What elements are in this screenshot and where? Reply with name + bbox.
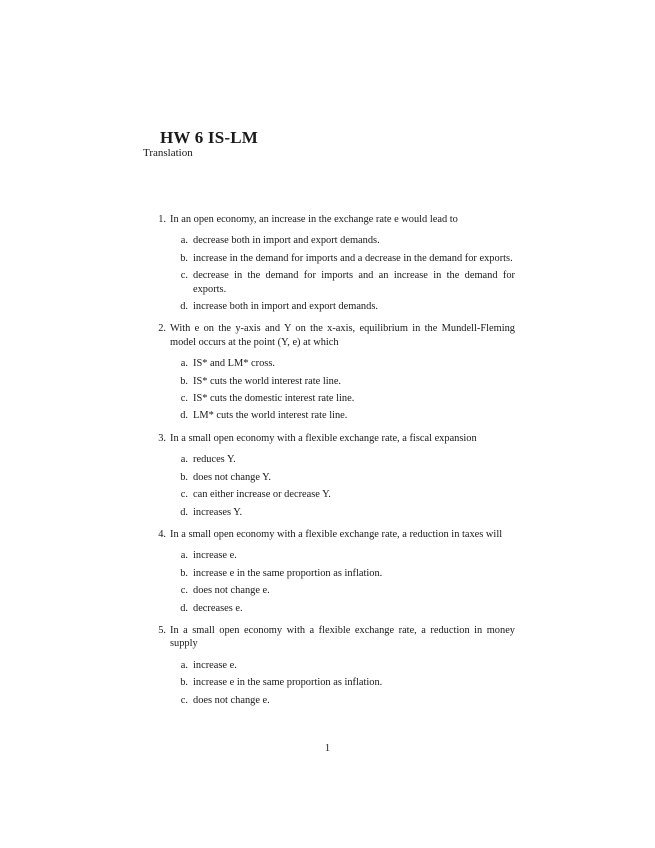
option-a bbox=[150, 453, 515, 466]
question-text: With e on the y-axis and Y on the x-axis, equilibrium in the Mundell-Fleming model occurs at the point (Y, e) at which bbox=[170, 323, 515, 348]
option-c bbox=[150, 269, 515, 296]
option-letter: a. bbox=[180, 358, 188, 370]
option-d bbox=[150, 409, 515, 422]
question-number: 1. bbox=[158, 214, 166, 225]
option-b bbox=[150, 676, 515, 689]
option-a bbox=[150, 357, 515, 370]
option-letter: a. bbox=[180, 454, 188, 466]
option-c bbox=[150, 392, 515, 405]
option-a bbox=[150, 549, 515, 562]
question-number: 2. bbox=[158, 323, 166, 335]
option-text: decrease both in import and export demands. bbox=[193, 235, 380, 247]
option-text: increase e in the same proportion as inflation. bbox=[193, 567, 383, 579]
option-list bbox=[150, 357, 515, 423]
option-text: increase e. bbox=[193, 659, 237, 671]
option-letter: c. bbox=[180, 585, 188, 597]
option-letter: b. bbox=[180, 471, 188, 483]
option-text: IS* cuts the domestic interest rate line. bbox=[193, 393, 355, 405]
option-letter: a. bbox=[180, 235, 188, 247]
document-title: HW 6 IS-LM bbox=[160, 128, 259, 147]
option-d bbox=[150, 506, 515, 519]
option-b bbox=[150, 471, 515, 484]
option-text: LM* cuts the world interest rate line. bbox=[193, 410, 348, 422]
option-d bbox=[150, 602, 515, 615]
option-d bbox=[150, 300, 515, 313]
question-5 bbox=[150, 624, 515, 707]
option-b bbox=[150, 375, 515, 388]
option-letter: c. bbox=[180, 694, 188, 706]
option-letter: c. bbox=[180, 270, 188, 282]
question-number: 5. bbox=[158, 624, 166, 636]
document-subtitle: Translation bbox=[143, 147, 193, 159]
option-letter: d. bbox=[180, 506, 188, 518]
option-letter: b. bbox=[180, 677, 188, 689]
option-list bbox=[150, 453, 515, 519]
option-letter: d. bbox=[180, 410, 188, 422]
option-letter: c. bbox=[180, 393, 188, 405]
question-text: In a small open economy with a flexible exchange rate, a fiscal expansion bbox=[170, 432, 477, 444]
option-letter: b. bbox=[180, 252, 188, 264]
option-text: decreases e. bbox=[193, 602, 243, 614]
option-list bbox=[150, 549, 515, 615]
question-number: 3. bbox=[158, 432, 166, 444]
question-text: In an open economy, an increase in the exchange rate e would lead to bbox=[170, 214, 458, 225]
option-text: increase e. bbox=[193, 550, 237, 562]
question-3 bbox=[150, 432, 515, 519]
option-letter: d. bbox=[180, 602, 188, 614]
option-letter: a. bbox=[180, 550, 188, 562]
option-letter: a. bbox=[180, 659, 188, 671]
option-letter: b. bbox=[180, 567, 188, 579]
option-c bbox=[150, 694, 515, 707]
option-text: decrease in the demand for imports and an increase in the demand for exports. bbox=[193, 270, 515, 295]
question-list bbox=[150, 213, 515, 716]
option-text: IS* and LM* cross. bbox=[193, 358, 275, 370]
option-a bbox=[150, 234, 515, 247]
option-text: increase e in the same proportion as inflation. bbox=[193, 677, 383, 689]
option-text: increase both in import and export demands. bbox=[193, 301, 378, 313]
question-number: 4. bbox=[158, 528, 166, 540]
option-text: does not change e. bbox=[193, 585, 270, 597]
question-1 bbox=[150, 213, 515, 313]
option-b bbox=[150, 567, 515, 580]
option-letter: d. bbox=[180, 301, 188, 313]
question-4 bbox=[150, 528, 515, 615]
option-letter: b. bbox=[180, 375, 188, 387]
option-text: can either increase or decrease Y. bbox=[193, 489, 331, 501]
option-text: increases Y. bbox=[193, 506, 243, 518]
option-text: does not change e. bbox=[193, 694, 270, 706]
option-text: increase in the demand for imports and a decrease in the demand for exports. bbox=[193, 252, 513, 264]
question-text: In a small open economy with a flexible exchange rate, a reduction in money supply bbox=[170, 624, 515, 650]
option-text: IS* cuts the world interest rate line. bbox=[193, 375, 342, 387]
question-text: In a small open economy with a flexible exchange rate, a reduction in taxes will bbox=[170, 528, 503, 540]
page-number: 1 bbox=[324, 743, 331, 754]
option-text: reduces Y. bbox=[193, 454, 236, 466]
option-a bbox=[150, 659, 515, 672]
question-2 bbox=[150, 322, 515, 422]
option-b bbox=[150, 252, 515, 265]
option-c bbox=[150, 584, 515, 597]
option-letter: c. bbox=[180, 489, 188, 501]
option-c bbox=[150, 488, 515, 501]
option-list bbox=[150, 659, 515, 707]
option-list bbox=[150, 234, 515, 313]
option-text: does not change Y. bbox=[193, 471, 271, 483]
